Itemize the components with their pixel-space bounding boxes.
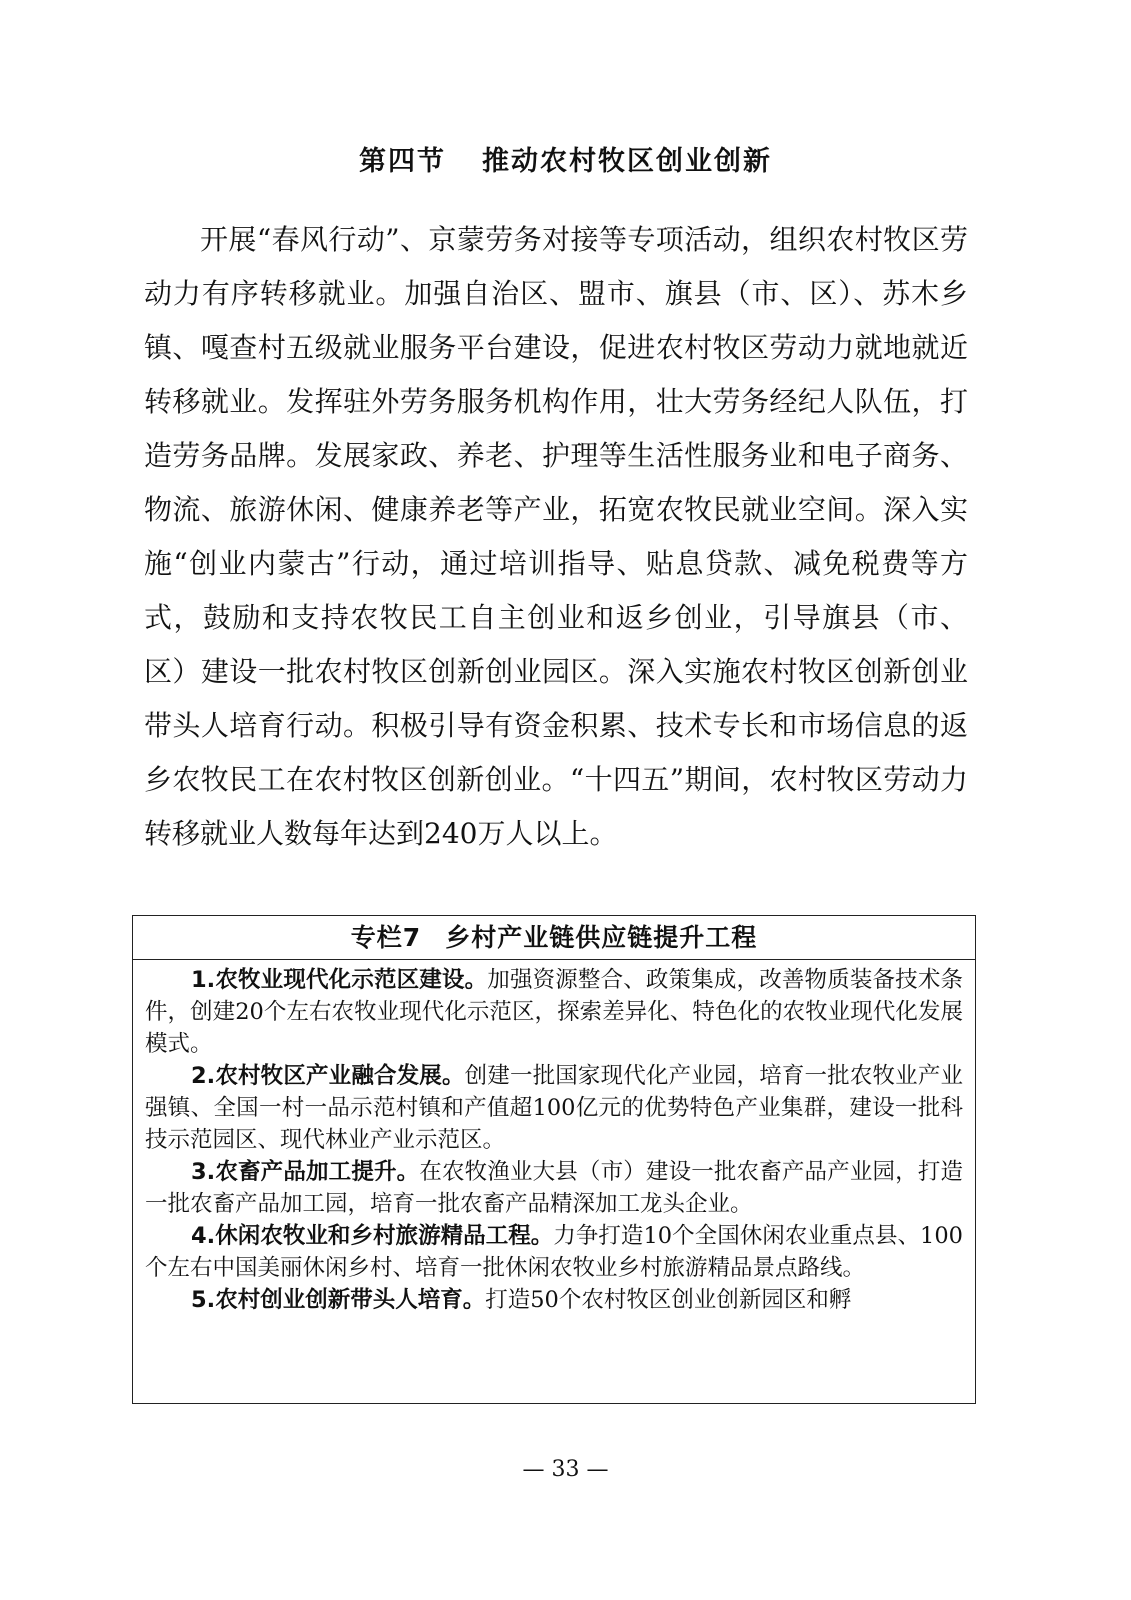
page-number: — 33 — <box>522 1457 609 1482</box>
column-item <box>145 1220 963 1284</box>
column-box-heading: 乡村产业链供应链提升工程 <box>445 923 758 952</box>
column-item <box>145 1284 963 1316</box>
column-item-lead: 3.农畜产品加工提升。 <box>191 1159 420 1185</box>
column-box-title <box>133 916 975 960</box>
column-box <box>132 915 976 1404</box>
column-item-lead: 5.农村创业创新带头人培育。 <box>191 1287 486 1313</box>
column-item <box>145 1156 963 1220</box>
section-number: 第四节 <box>359 146 446 177</box>
column-item-text: 加强资源整合、政策集成，改善物质装备技术条件，创建20个左右农牧业现代化示范区，探索差异化、特色化的农牧业现代化发展模式。 <box>145 967 963 1057</box>
column-item-text: 力争打造10个全国休闲农业重点县、100个左右中国美丽休闲乡村、培育一批休闲农牧业乡村旅游精品景点路线。 <box>145 1223 963 1281</box>
section-heading <box>0 140 1131 184</box>
column-item <box>145 1060 963 1156</box>
column-item <box>145 964 963 1060</box>
column-item-text: 创建一批国家现代化产业园，培育一批农牧业产业强镇、全国一村一品示范村镇和产值超100亿元的优势特色产业集群，建设一批科技示范园区、现代林业产业示范区。 <box>145 1063 963 1153</box>
body-paragraph: 开展“春风行动”、京蒙劳务对接等专项活动，组织农村牧区劳动力有序转移就业。加强自治区、盟市、旗县（市、区）、苏木乡镇、嘎查村五级就业服务平台建设，促进农村牧区劳动力就地就近转移就业。发挥驻外劳务服务机构作用，壮大劳务经纪人队伍，打造劳务品牌。发展家政、养老、护理等生活性服务业和电子商务、物流、旅游休闲、健康养老等产业，拓宽农牧民就业空间。深入实施“创业内蒙古”行动，通过培训指导、贴息贷款、减免税费等方式，鼓励和支持农牧民工自主创业和返乡创业，引导旗县（市、区）建设一批农村牧区创新创业园区。深入实施农村牧区创新创业带头人培育行动。积极引导有资金积累、技术专长和市场信息的返乡农牧民工在农村牧区创新创业。“十四五”期间，农村牧区劳动力转移就业人数每年达到240万人以上。 <box>144 223 968 850</box>
column-item-text: 打造50个农村牧区创业创新园区和孵 <box>485 1287 852 1313</box>
column-box-label: 专栏7 <box>350 923 422 952</box>
column-item-lead: 1.农牧业现代化示范区建设。 <box>191 967 488 993</box>
column-item-text: 在农牧渔业大县（市）建设一批农畜产品产业园，打造一批农畜产品加工园，培育一批农畜产品精深加工龙头企业。 <box>145 1159 963 1217</box>
column-box-body <box>133 960 975 1316</box>
column-item-lead: 4.休闲农牧业和乡村旅游精品工程。 <box>191 1223 554 1249</box>
column-item-lead: 2.农村牧区产业融合发展。 <box>191 1063 465 1089</box>
section-title: 推动农村牧区创业创新 <box>482 146 772 177</box>
